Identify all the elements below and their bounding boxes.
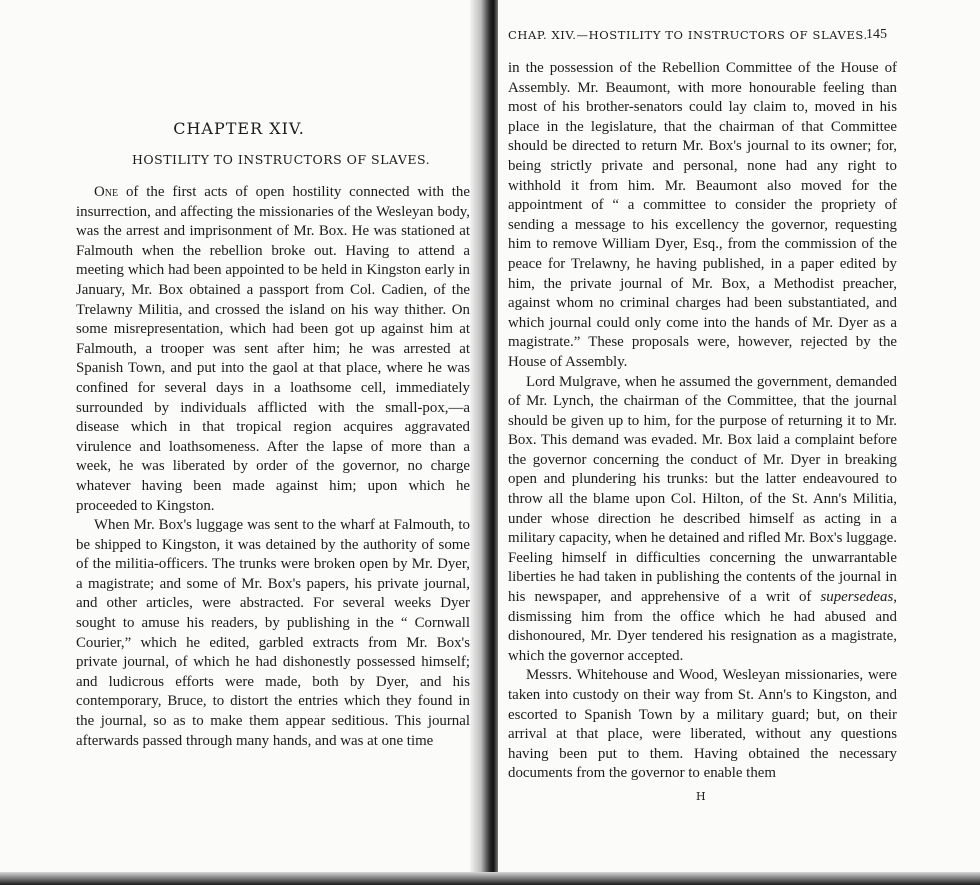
signature-mark: H: [696, 790, 706, 803]
page-number: 145: [866, 27, 887, 42]
chapter-title: CHAPTER XIV.: [173, 119, 305, 138]
left-paragraph-1: [76, 183, 470, 516]
left-paragraph-2: When Mr. Box's luggage was sent to the wharf at Falmouth, to be shipped to Kingston, it was detained by the authority of some of the militia-officers. The trunks were broken open by Mr. Dyer, a magistrate; and some of Mr. Box's papers, his private journal, and other articles, were abstracted. For several weeks Dyer sought to amuse his readers, by publishing in the “ Cornwall Courier,” which he edited, garbled extracts from Mr. Box's private journal, of which he had dishonestly possessed himself; and ludicrous efforts were made, both by Dyer, and his contemporary, Bruce, to distort the entries which they found in the journal, so as to make them appear seditious. This journal afterwards passed through many hands, and was at one time: [76, 517, 470, 749]
right-paragraph-2: [508, 373, 897, 667]
left-page-body: [76, 183, 470, 751]
right-page-body: [508, 59, 897, 784]
right-paragraph-2-text-b: , dismissing him from the office which he had abused and dishonoured, Mr. Dyer tendered his resignation as a magistrate, which the governor accepted.: [508, 589, 897, 664]
bottom-edge-shadow: [0, 872, 980, 885]
chapter-subtitle: HOSTILITY TO INSTRUCTORS OF SLAVES.: [132, 152, 431, 167]
right-paragraph-1: in the possession of the Rebellion Committee of the House of Assembly. Mr. Beaumont, with more honourable feeling than most of his brother-senators could lay claim to, moved in his place in the legislature, that the chairman of that Committee should be directed to return Mr. Box's journal to its owner; for, being strictly private and personal, none had any right to withhold it from him. Mr. Beaumont also moved for the appointment of “ a committee to consider the propriety of sending a message to his excellency the governor, requesting him to remove William Dyer, Esq., from the commission of the peace for Trelawny, he having published, in a paper edited by him, the private journal of Mr. Box, a Methodist preacher, against whom no criminal charges had been substantiated, and which journal could only come into the hands of Mr. Dyer as a magistrate.” These proposals were, however, rejected by the House of Assembly.: [508, 60, 897, 370]
running-head: CHAP. XIV.—HOSTILITY TO INSTRUCTORS OF SLAVES.: [508, 28, 868, 42]
italic-term: supersedeas: [820, 589, 894, 606]
left-paragraph-1-text: of the first acts of open hostility connected with the insurrection, and affecting the missionaries of the Wesleyan body, was the arrest and imprisonment of Mr. Box. He was stationed at Falmouth when the rebellion broke out. Having to attend a meeting which had been appointed to be held in Kingston early in January, Mr. Box obtained a passport from Col. Cadien, of the Trelawny Militia, and crossed the island on his way thither. On some misrepresentation, which had been got up against him at Falmouth, a trooper was sent after him; he was arrested at Spanish Town, and put into the gaol at that place, where he was confined for several days in a loathsome cell, immediately surrounded by individuals afflicted with the small-pox,—a disease which in that tropical region acquires aggravated virulence and loathsomeness. After the lapse of more than a week, he was liberated by order of the governor, no charge whatever having been made against him; upon which he proceeded to Kingston.: [76, 184, 470, 514]
opening-word: One: [94, 184, 119, 200]
right-paragraph-2-text-a: Lord Mulgrave, when he assumed the government, demanded of Mr. Lynch, the chairman of the Committee, that the journal should be given up to him, for the purpose of returning it to Mr. Box. This demand was evaded. Mr. Box laid a complaint before the governor concerning the conduct of Mr. Dyer in breaking open and plundering his trunks: but the latter endeavoured to throw all the blame upon Col. Hilton, of the St. Ann's Militia, under whose direction he described himself as acting in a military capacity, when he detained and rifled Mr. Box's luggage. Feeling himself in difficulties concerning the unwarrantable liberties he had taken in publishing the contents of the journal in his newspaper, and apprehensive of a writ of: [508, 373, 897, 606]
right-paragraph-3: Messrs. Whitehouse and Wood, Wesleyan missionaries, were taken into custody on their way from St. Ann's to Kingston, and escorted to Spanish Town by a military guard; but, on their arrival at that place, were liberated, without any questions having been put to them. Having obtained the necessary documents from the governor to enable them: [508, 667, 897, 782]
left-page: [0, 0, 478, 885]
